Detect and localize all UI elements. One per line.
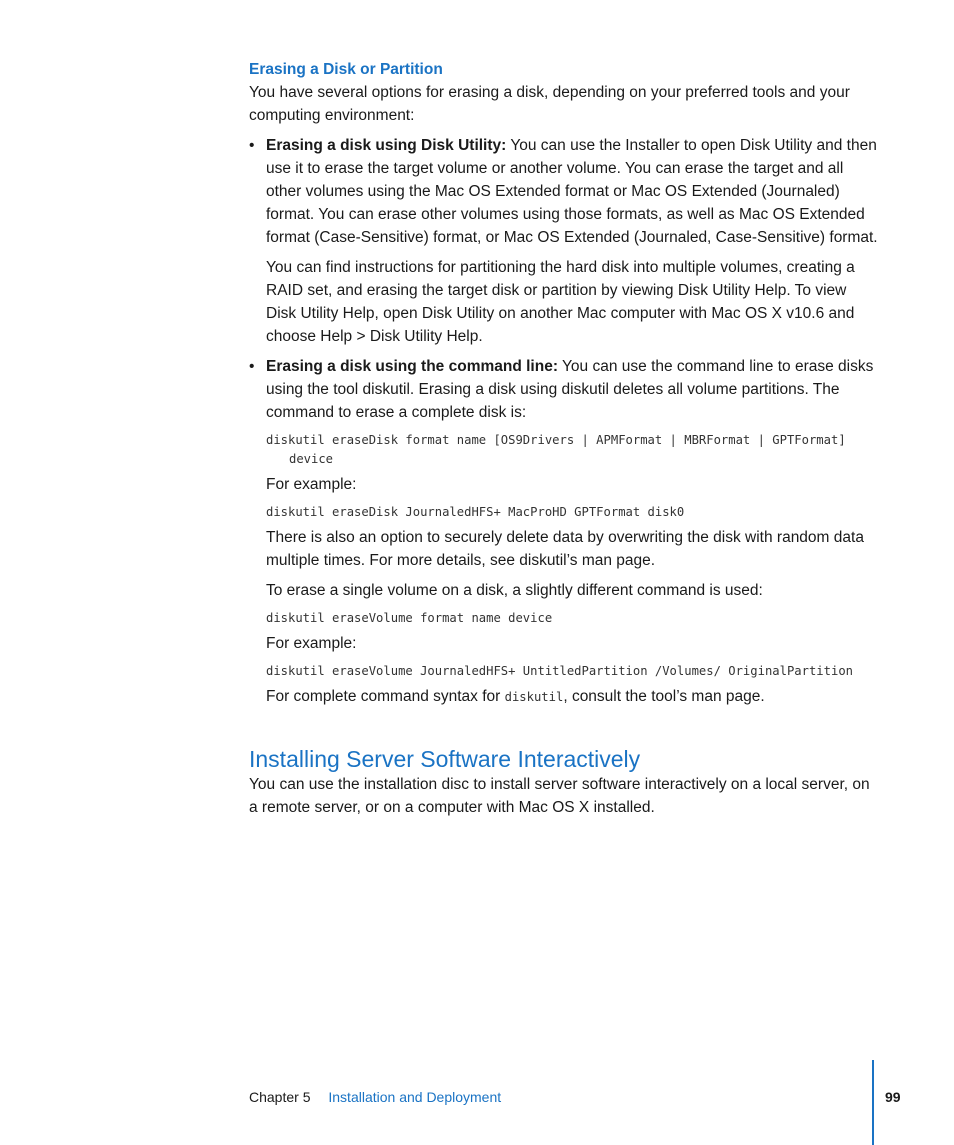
code-erase-volume-example: diskutil eraseVolume JournaledHFS+ UntitledPartition /Volumes/ OriginalPartition — [266, 664, 853, 678]
section-title-installing: Installing Server Software Interactively — [249, 746, 641, 772]
syntax-note-paragraph — [266, 685, 879, 709]
example-label: For example: — [266, 476, 357, 493]
syntax-note-prefix: For complete command syntax for — [266, 688, 505, 705]
bullet-command-line — [249, 355, 879, 709]
code-erase-disk-syntax: diskutil eraseDisk format name [OS9Drivers | APMFormat | MBRFormat | GPTFormat] device — [266, 433, 854, 466]
bullet-paragraph — [266, 355, 879, 424]
footer-chapter-title: Installation and Deployment — [328, 1089, 502, 1105]
code-erase-disk-example: diskutil eraseDisk JournaledHFS+ MacProHD GPTFormat disk0 — [266, 505, 685, 519]
bullet-icon: • — [249, 137, 255, 154]
subheading-erasing-disk: Erasing a Disk or Partition — [249, 61, 443, 78]
bullet-disk-utility — [249, 134, 879, 348]
example-label: For example: — [266, 635, 357, 652]
bullet-lead: Erasing a disk using the command line: — [266, 358, 558, 375]
bullet-text: You can use the Installer to open Disk Utility and then use it to erase the target volume or another volume. You can erase the target and all other volumes using the Mac OS Extended format or Mac OS Extended (Journaled) format. You can erase other volumes using those formats, as well as Mac OS Extended format (Case-Sensitive) format, or Mac OS Extended (Journaled, Case-Sensitive) format. — [266, 137, 878, 246]
syntax-note-suffix: , consult the tool’s man page. — [563, 688, 765, 705]
page-footer — [249, 1088, 501, 1106]
section-body: You can use the installation disc to install server software interactively on a local server, on a remote server, or on a computer with Mac OS X installed. — [249, 776, 870, 816]
intro-paragraph: You have several options for erasing a disk, depending on your preferred tools and your computing environment: — [249, 84, 850, 124]
secure-delete-paragraph: There is also an option to securely delete data by overwriting the disk with random data multiple times. For more details, see diskutil’s man page. — [266, 529, 864, 569]
page-number-divider — [872, 1060, 874, 1145]
bullet-text: You can use the command line to erase disks using the tool diskutil. Erasing a disk using diskutil deletes all volume partitions. The command to erase a complete disk is: — [266, 358, 874, 421]
erase-volume-paragraph: To erase a single volume on a disk, a slightly different command is used: — [266, 582, 763, 599]
bullet-paragraph — [266, 134, 879, 249]
page-number: 99 — [885, 1089, 901, 1105]
footer-chapter: Chapter 5 — [249, 1089, 311, 1105]
inline-code-diskutil: diskutil — [504, 690, 564, 704]
bullet-icon: • — [249, 358, 255, 375]
bullet-lead: Erasing a disk using Disk Utility: — [266, 137, 507, 154]
bullet-followup: You can find instructions for partitioning the hard disk into multiple volumes, creating a RAID set, and erasing the target disk or partition by viewing Disk Utility Help. To view Disk Utility Help, open Disk Utility on another Mac computer with Mac OS X v10.6 and choose Help > Disk Utility Help. — [266, 259, 855, 345]
code-erase-volume-syntax: diskutil eraseVolume format name device — [266, 611, 553, 625]
page-content — [249, 58, 879, 826]
